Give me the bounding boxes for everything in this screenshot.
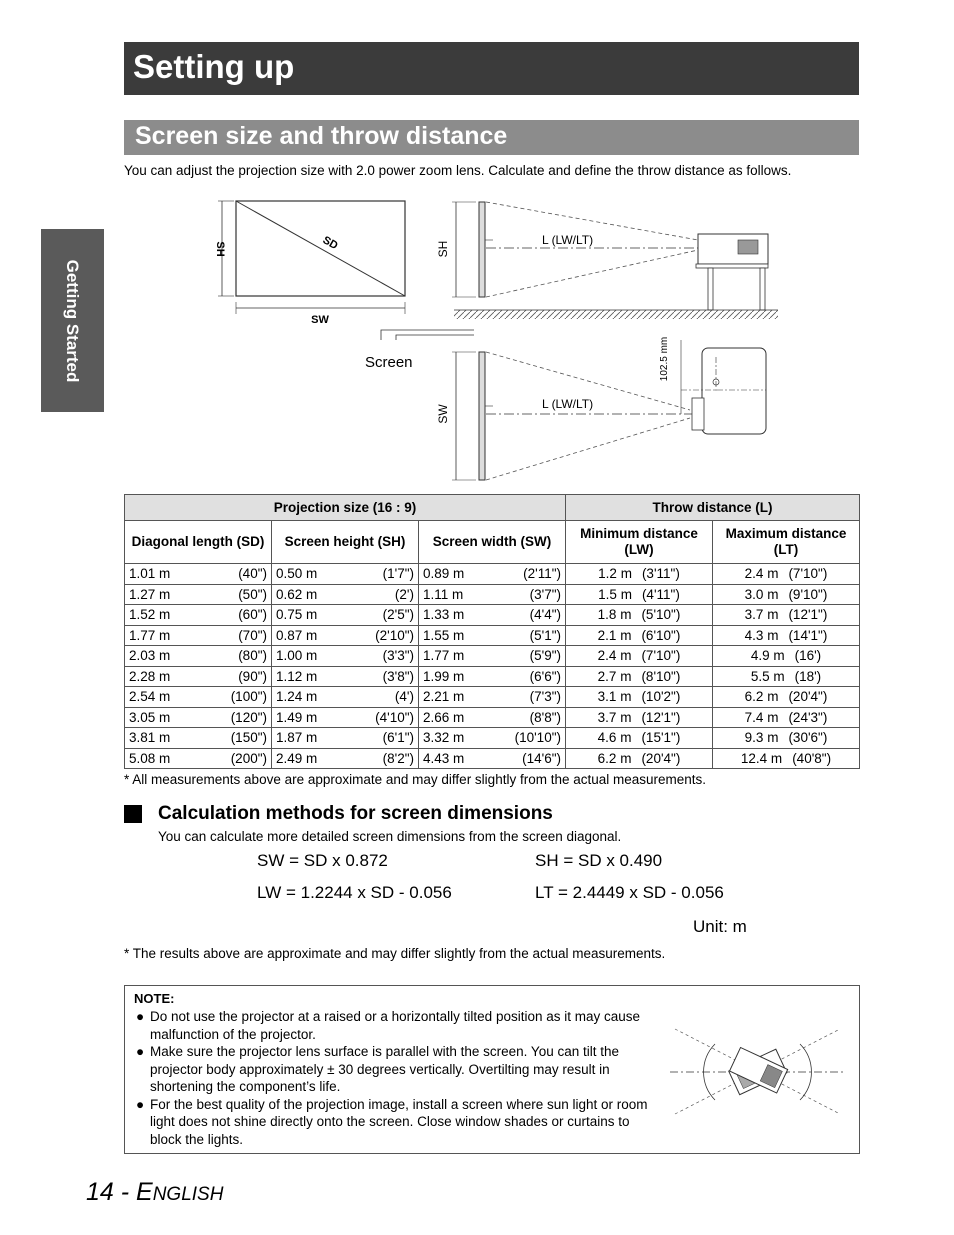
table-cell <box>713 748 860 769</box>
cell-imperial: (9'10") <box>788 586 828 602</box>
cell-imperial: (3'3") <box>382 648 414 664</box>
sw-side-label: SW <box>436 404 450 424</box>
cell-metric: 2.49 m <box>276 750 318 766</box>
table-cell <box>566 625 713 646</box>
cell-metric: 0.75 m <box>276 607 318 623</box>
cell-metric: 1.24 m <box>276 689 318 705</box>
throw-distance-table <box>124 494 860 769</box>
cell-imperial: (7'10") <box>641 648 681 664</box>
table-cell <box>713 728 860 749</box>
cell-metric: 1.11 m <box>423 586 464 602</box>
table-cell <box>566 728 713 749</box>
table-cell <box>125 707 272 728</box>
cell-metric: 2.28 m <box>129 668 171 684</box>
table-cell <box>713 584 860 605</box>
table-cell <box>419 728 566 749</box>
table-cell <box>566 687 713 708</box>
cell-metric: 5.08 m <box>129 750 171 766</box>
cell-imperial: (5'9") <box>529 648 561 664</box>
table-footnote: * All measurements above are approximate and may differ slightly from the actual measurements. <box>124 772 707 787</box>
col-width: Screen width (SW) <box>419 521 566 564</box>
col-max-distance: Maximum distance (LT) <box>713 521 860 564</box>
cell-metric: 4.6 m <box>597 730 632 746</box>
cell-imperial: (100") <box>230 689 267 705</box>
cell-imperial: (3'7") <box>529 586 561 602</box>
table-cell <box>713 707 860 728</box>
page-title-bar <box>124 42 859 95</box>
tilt-angle-illustration <box>670 1024 845 1119</box>
cell-metric: 0.50 m <box>276 566 318 582</box>
calc-intro: You can calculate more detailed screen dimensions from the screen diagonal. <box>158 829 622 844</box>
cell-metric: 1.5 m <box>598 586 632 602</box>
cell-imperial: (30'6") <box>788 730 828 746</box>
cell-metric: 2.1 m <box>597 627 632 643</box>
formula-lw: LW = 1.2244 x SD - 0.056 <box>257 883 452 902</box>
formula-sh: SH = SD x 0.490 <box>535 851 663 870</box>
page-number: 14 - ENGLISH <box>86 1178 224 1206</box>
formula-lt: LT = 2.4449 x SD - 0.056 <box>535 883 724 902</box>
cell-imperial: (20'4") <box>641 750 681 766</box>
cell-metric: 5.5 m <box>750 668 785 684</box>
cell-imperial: (6'1") <box>382 730 414 746</box>
table-cell <box>713 625 860 646</box>
cell-metric: 1.52 m <box>129 607 171 623</box>
projector-top <box>702 348 766 434</box>
cell-metric: 1.27 m <box>129 586 171 602</box>
side-tab <box>41 229 104 412</box>
table-row <box>125 728 860 749</box>
cell-metric: 3.32 m <box>423 730 465 746</box>
cell-imperial: (4'4") <box>529 607 561 623</box>
cell-imperial: (15'1") <box>641 730 681 746</box>
cell-metric: 12.4 m <box>740 750 783 766</box>
cell-metric: 0.89 m <box>423 566 465 582</box>
cell-imperial: (3'11") <box>641 566 680 582</box>
table-cell <box>272 666 419 687</box>
cell-imperial: (2'11") <box>523 566 561 582</box>
cell-metric: 6.2 m <box>744 689 779 705</box>
cell-imperial: (50") <box>238 586 267 602</box>
section-title: Screen size and throw distance <box>135 122 508 150</box>
table-row <box>125 707 860 728</box>
cell-imperial: (8'2") <box>382 750 414 766</box>
cell-metric: 1.00 m <box>276 648 318 664</box>
table-cell <box>713 666 860 687</box>
table-cell <box>125 748 272 769</box>
table-cell <box>272 687 419 708</box>
cell-metric: 3.05 m <box>129 709 171 725</box>
table-row <box>125 748 860 769</box>
table-cell <box>272 748 419 769</box>
cell-metric: 3.0 m <box>744 586 779 602</box>
cell-metric: 1.55 m <box>423 627 465 643</box>
cell-imperial: (120") <box>230 709 267 725</box>
cell-metric: 4.3 m <box>744 627 779 643</box>
cell-imperial: (4'11") <box>641 586 680 602</box>
table-cell <box>125 687 272 708</box>
table-cell <box>566 584 713 605</box>
table-cell <box>566 707 713 728</box>
cell-imperial: (8'8") <box>529 709 561 725</box>
cell-metric: 1.33 m <box>423 607 465 623</box>
table-cell <box>125 564 272 585</box>
table-cell <box>125 646 272 667</box>
cell-metric: 2.03 m <box>129 648 171 664</box>
table-cell <box>125 728 272 749</box>
cell-imperial: (2') <box>394 586 414 602</box>
col-min-distance: Minimum distance (LW) <box>566 521 713 564</box>
table-cell <box>566 605 713 626</box>
page-title: Setting up <box>133 48 295 85</box>
formula-sw: SW = SD x 0.872 <box>257 851 388 870</box>
table-cell <box>419 564 566 585</box>
table-cell <box>419 584 566 605</box>
cell-imperial: (6'6") <box>529 668 561 684</box>
cell-imperial: (14'6") <box>522 750 561 766</box>
cell-metric: 2.4 m <box>744 566 779 582</box>
calc-footnote: * The results above are approximate and may differ slightly from the actual measurements. <box>124 946 666 961</box>
heading-square-icon <box>124 805 142 823</box>
cell-metric: 1.99 m <box>423 668 465 684</box>
cell-imperial: (70") <box>238 627 267 643</box>
cell-imperial: (200") <box>230 750 267 766</box>
table-cell <box>419 646 566 667</box>
note-list <box>136 1008 656 1148</box>
cell-imperial: (4') <box>394 689 414 705</box>
cell-imperial: (4'10") <box>375 709 414 725</box>
table-cell <box>125 605 272 626</box>
table-cell <box>272 728 419 749</box>
cell-imperial: (5'1") <box>529 627 561 643</box>
cell-metric: 4.9 m <box>750 648 785 664</box>
side-tab-label: Getting Started <box>63 259 82 383</box>
sw-label: SW <box>311 314 329 326</box>
table-cell <box>566 748 713 769</box>
bullet-icon: ● <box>136 1044 145 1059</box>
note-item: ● Make sure the projector lens surface is parallel with the screen. You can tilt the projector body approximately ± 30 degrees vertically. Overtilting may result in shortening the component’s life. <box>136 1044 619 1094</box>
cell-imperial: (80") <box>238 648 267 664</box>
offset-label: 102.5 mm <box>659 336 670 382</box>
table-cell <box>419 666 566 687</box>
table-row <box>125 564 860 585</box>
cell-imperial: (2'10") <box>375 627 414 643</box>
table-cell <box>419 687 566 708</box>
cell-metric: 2.4 m <box>597 648 632 664</box>
cell-imperial: (6'10") <box>641 627 681 643</box>
table-cell <box>419 605 566 626</box>
note-item: ● Do not use the projector at a raised or a horizontally tilted position as it may cause malfunction of the projector. <box>136 1009 641 1042</box>
table-cell <box>272 564 419 585</box>
table-cell <box>713 605 860 626</box>
cell-imperial: (10'2") <box>641 689 681 705</box>
sd-label: SD <box>320 234 340 253</box>
table-cell <box>419 625 566 646</box>
cell-metric: 2.66 m <box>423 709 465 725</box>
note-box <box>124 985 860 1154</box>
table-cell <box>713 646 860 667</box>
cell-metric: 0.62 m <box>276 586 318 602</box>
table-cell <box>125 584 272 605</box>
table-row <box>125 687 860 708</box>
table-row <box>125 605 860 626</box>
cell-imperial: (7'3") <box>529 689 561 705</box>
screen-label: Screen <box>365 354 413 371</box>
cell-metric: 3.1 m <box>597 689 632 705</box>
cell-metric: 1.77 m <box>129 627 171 643</box>
cell-metric: 2.7 m <box>597 668 632 684</box>
table-row <box>125 646 860 667</box>
cell-imperial: (40'8") <box>792 750 832 766</box>
cell-imperial: (1'7") <box>382 566 414 582</box>
cell-imperial: (14'1") <box>788 627 828 643</box>
table-cell <box>272 625 419 646</box>
cell-metric: 3.7 m <box>597 709 632 725</box>
cell-metric: 1.49 m <box>276 709 318 725</box>
table-cell <box>272 584 419 605</box>
cell-metric: 1.77 m <box>423 648 465 664</box>
table-cell <box>713 564 860 585</box>
cell-metric: 0.87 m <box>276 627 318 643</box>
cell-metric: 1.12 m <box>276 668 318 684</box>
cell-imperial: (12'1") <box>788 607 828 623</box>
projection-size-header: Projection size (16 : 9) <box>125 495 566 521</box>
cell-imperial: (20'4") <box>788 689 828 705</box>
throw-distance-diagram <box>200 192 790 487</box>
cell-imperial: (90") <box>238 668 267 684</box>
table-row <box>125 625 860 646</box>
cell-metric: 3.7 m <box>744 607 779 623</box>
l-label-top: L (LW/LT) <box>542 233 594 247</box>
cell-imperial: (12'1") <box>641 709 681 725</box>
col-diagonal: Diagonal length (SD) <box>125 521 272 564</box>
cell-metric: 2.54 m <box>129 689 171 705</box>
table-cell <box>419 748 566 769</box>
cell-metric: 1.2 m <box>598 566 632 582</box>
bullet-icon: ● <box>136 1096 145 1112</box>
note-item: ● For the best quality of the projection image, install a screen where sun light or room light does not shine directly onto the screen. Close window shades or curtains to block the lights. <box>136 1096 648 1147</box>
cell-metric: 3.81 m <box>129 730 171 746</box>
cell-imperial: (60") <box>238 607 267 623</box>
section-title-bar <box>124 120 859 155</box>
cell-imperial: (5'10") <box>641 607 681 623</box>
cell-imperial: (24'3") <box>788 709 828 725</box>
bullet-icon: ● <box>136 1009 145 1024</box>
cell-metric: 9.3 m <box>744 730 779 746</box>
cell-metric: 1.8 m <box>597 607 632 623</box>
cell-imperial: (2'5") <box>382 607 414 623</box>
table-cell <box>566 666 713 687</box>
cell-metric: 2.21 m <box>423 689 465 705</box>
cell-imperial: (16') <box>794 648 822 664</box>
table-cell <box>272 646 419 667</box>
table-cell <box>566 646 713 667</box>
col-height: Screen height (SH) <box>272 521 419 564</box>
cell-metric: 1.87 m <box>276 730 318 746</box>
table-cell <box>272 605 419 626</box>
cell-imperial: (3'8") <box>382 668 414 684</box>
cell-metric: 7.4 m <box>744 709 779 725</box>
cell-metric: 1.01 m <box>129 566 171 582</box>
table-cell <box>125 666 272 687</box>
sh-side-label: SH <box>436 240 450 258</box>
sh-label: SH <box>214 241 226 257</box>
table-cell <box>272 707 419 728</box>
unit-label: Unit: m <box>693 917 747 936</box>
table-row <box>125 584 860 605</box>
note-title: NOTE: <box>134 991 175 1006</box>
calc-heading: Calculation methods for screen dimensions <box>158 803 553 824</box>
throw-distance-header: Throw distance (L) <box>566 495 860 521</box>
table-cell <box>566 564 713 585</box>
table-cell <box>713 687 860 708</box>
cell-imperial: (150") <box>230 730 267 746</box>
section-intro: You can adjust the projection size with 2.0 power zoom lens. Calculate and define the throw distance as follows. <box>124 163 792 178</box>
cell-imperial: (18') <box>794 668 822 684</box>
table-cell <box>125 625 272 646</box>
cell-imperial: (10'10") <box>514 730 561 746</box>
l-label-bottom: L (LW/LT) <box>542 397 594 411</box>
cell-imperial: (8'10") <box>641 668 681 684</box>
cell-imperial: (7'10") <box>788 566 828 582</box>
cell-metric: 6.2 m <box>597 750 632 766</box>
table-cell <box>419 707 566 728</box>
table-row <box>125 666 860 687</box>
cell-imperial: (40") <box>238 566 267 582</box>
cell-metric: 4.43 m <box>423 750 465 766</box>
